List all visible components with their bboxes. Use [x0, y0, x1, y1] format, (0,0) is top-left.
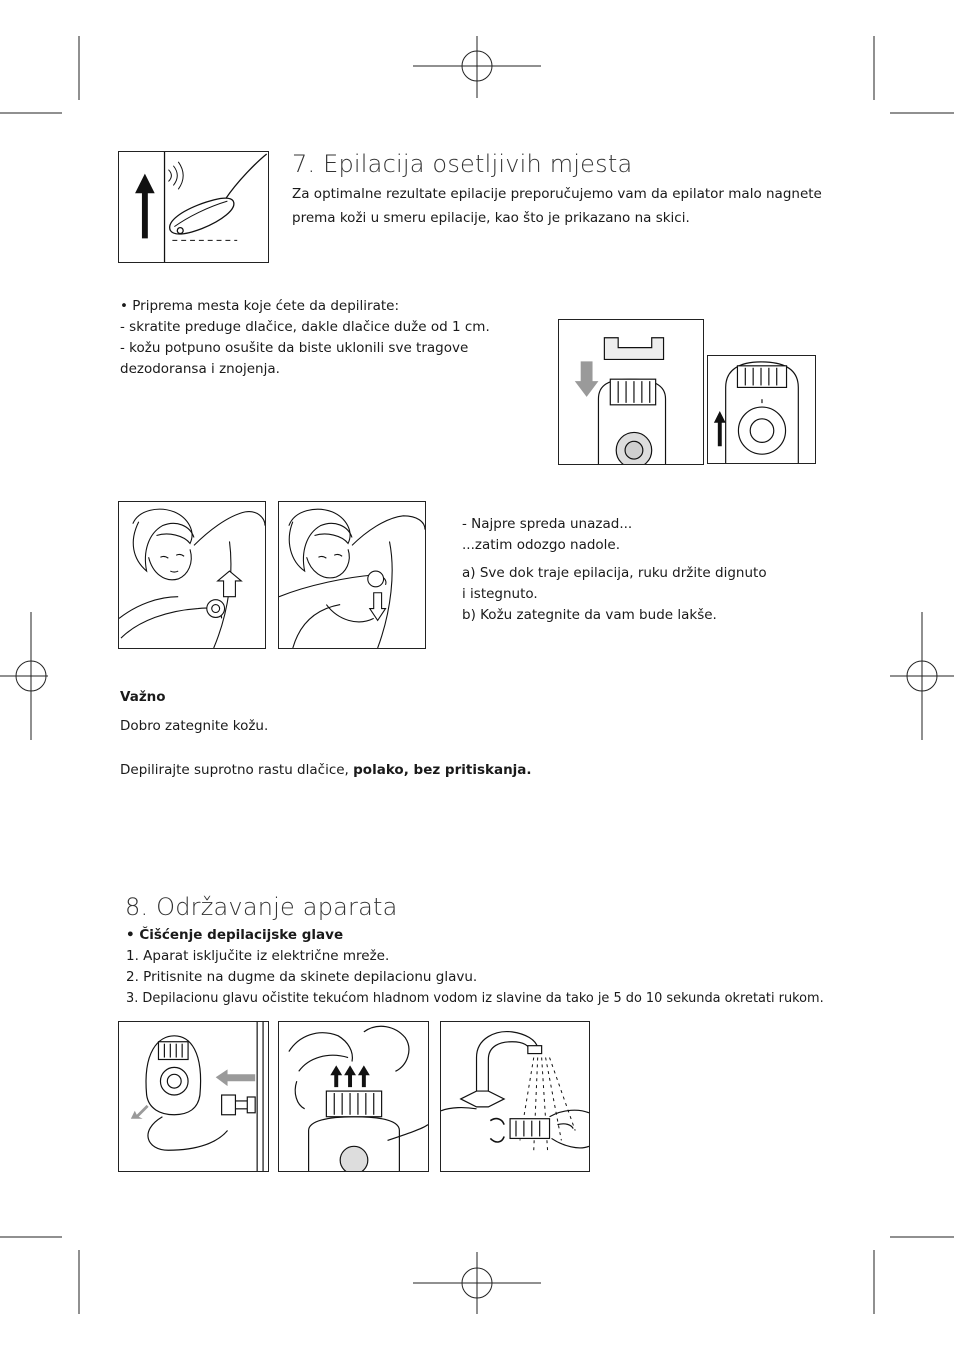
prep-line: • Priprema mesta koje ćete da depilirate: — [120, 298, 400, 314]
direction-line: - Najpre spreda unazad... — [462, 516, 633, 532]
prep-line: - kožu potpuno osušite da biste uklonili sve tragove — [120, 340, 469, 356]
intro-line: prema koži u smeru epilacije, kao što je prikazano na skici. — [292, 210, 690, 226]
tip-line: a) Sve dok traje epilacija, ruku držite dignuto — [462, 565, 767, 581]
important-text: Dobro zategnite kožu. — [120, 718, 269, 734]
underarm-top-to-bottom-figure — [278, 501, 426, 649]
step-line: 1. Aparat isključite iz električne mreže. — [126, 948, 390, 964]
prep-line: dezodoransa i znojenja. — [120, 361, 280, 377]
section8-title: 8. Održavanje aparata — [125, 893, 398, 921]
cap-attach-figure — [707, 355, 816, 464]
intro-line: Za optimalne rezultate epilacije preporučujemo vam da epilator malo nagnete — [292, 186, 822, 202]
tip-line: b) Kožu zategnite da vam bude lakše. — [462, 607, 717, 623]
direction-line: ...zatim odozgo nadole. — [462, 537, 621, 553]
direction-note-bold: polako, bez pritiskanja. — [353, 762, 532, 778]
head-removal-figure — [278, 1021, 429, 1172]
tilt-angle-figure — [118, 151, 269, 263]
direction-note-prefix: Depilirajte suprotno rastu dlačice, — [120, 762, 354, 778]
cleaning-subhead: • Čišćenje depilacijske glave — [126, 927, 344, 943]
preparation-list — [120, 296, 490, 380]
step-line: 3. Depilacionu glavu očistite tekućom hladnom vodom iz slavine da tako je 5 do 10 sekunda okretati rukom. — [126, 991, 824, 1006]
step-line: 2. Pritisnite na dugme da skinete depilacionu glavu. — [126, 969, 478, 985]
unplug-figure — [118, 1021, 269, 1172]
tips-text — [462, 563, 767, 626]
important-label: Važno — [120, 689, 166, 705]
section7-title: 7. Epilacija osetljivih mjesta — [292, 150, 633, 178]
section7-intro — [292, 184, 822, 229]
rinse-under-tap-figure — [440, 1021, 590, 1172]
underarm-front-to-back-figure — [118, 501, 266, 649]
direction-note — [120, 760, 532, 781]
section8-steps — [126, 925, 824, 1009]
direction-text — [462, 514, 632, 556]
cap-removal-figure — [558, 319, 704, 465]
prep-line: - skratite preduge dlačice, dakle dlačice duže od 1 cm. — [120, 319, 490, 335]
tip-line: i istegnuto. — [462, 586, 538, 602]
